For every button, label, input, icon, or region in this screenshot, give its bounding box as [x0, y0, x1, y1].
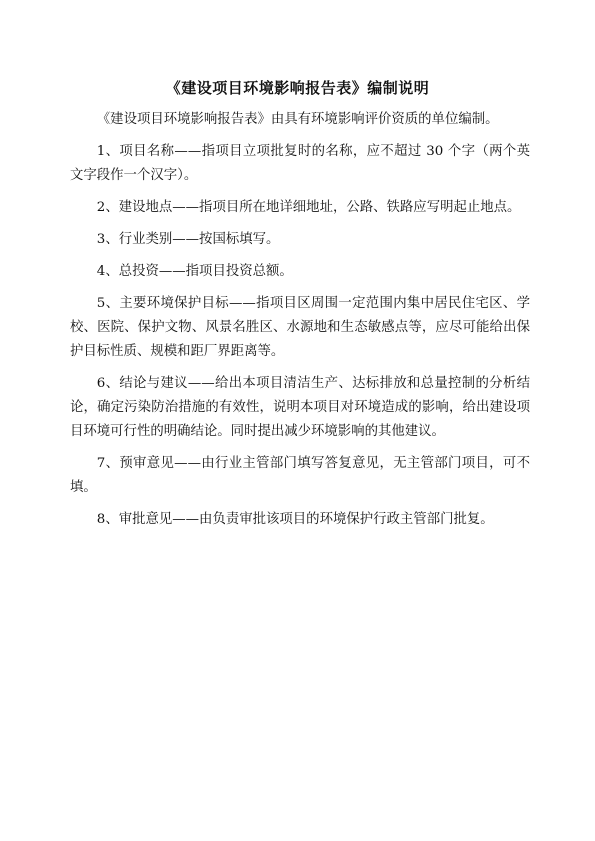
paragraph-item-5: 5、主要环境保护目标——指项目区周围一定范围内集中居民住宅区、学校、医院、保护文物、风景名胜区、水源地和生态敏感点等，应尽可能给出保护目标性质、规模和距厂界距离等。 — [70, 296, 530, 359]
document-title: 《建设项目环境影响报告表》编制说明 — [165, 79, 430, 97]
paragraph-item-6: 6、结论与建议——给出本项目清洁生产、达标排放和总量控制的分析结论，确定污染防治措施的有效性，说明本项目对环境造成的影响，给出建设项目环境可行性的明确结论。同时提出减少环境影响的其他建议。 — [70, 376, 530, 439]
paragraph-item-7: 7、预审意见——由行业主管部门填写答复意见，无主管部门项目，可不填。 — [70, 456, 530, 495]
paragraph-item-1: 1、项目名称——指项目立项批复时的名称，应不超过 30 个字（两个英文字段作一个汉字）。 — [70, 144, 530, 183]
paragraph-intro: 《建设项目环境影响报告表》由具有环境影响评价资质的单位编制。 — [96, 112, 499, 127]
document-body — [70, 108, 530, 540]
paragraph-item-2: 2、建设地点——指项目所在地详细地址，公路、铁路应写明起止地点。 — [96, 200, 521, 215]
paragraph-item-4: 4、总投资——指项目投资总额。 — [96, 264, 293, 279]
paragraph-item-3: 3、行业类别——按国标填写。 — [96, 232, 280, 247]
paragraph-item-8: 8、审批意见——由负责审批该项目的环境保护行政主管部门批复。 — [96, 512, 494, 527]
